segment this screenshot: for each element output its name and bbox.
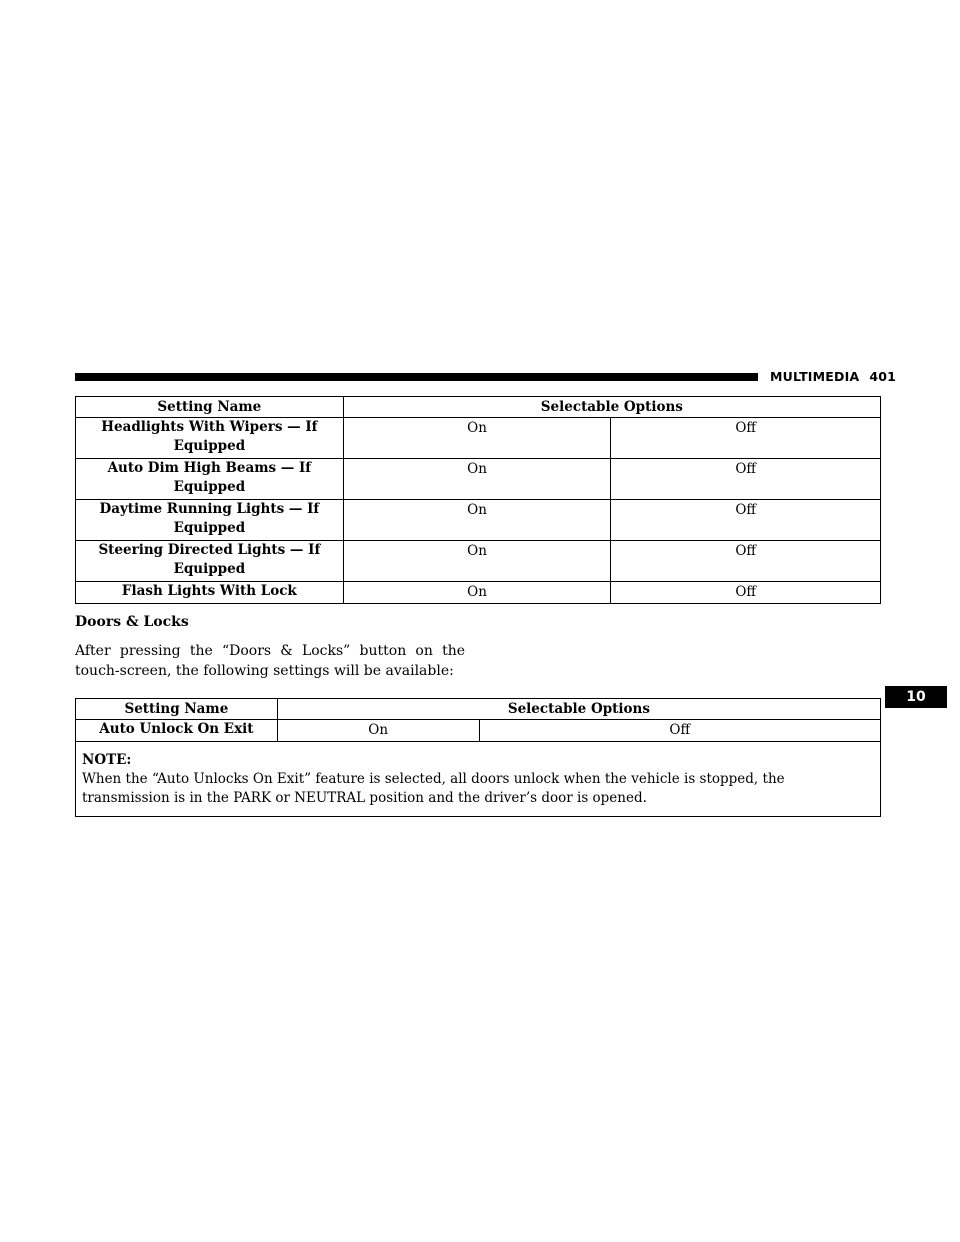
section-name: MULTIMEDIA	[770, 369, 860, 384]
setting-name: Flash Lights With Lock	[76, 582, 344, 604]
table-row	[76, 459, 881, 500]
note-cell	[76, 742, 881, 817]
section-heading: Doors & Locks	[75, 614, 189, 630]
option-off: Off	[611, 582, 881, 604]
setting-name: Auto Dim High Beams — If Equipped	[76, 459, 344, 500]
option-off: Off	[611, 541, 881, 582]
column-header-selectable-options: Selectable Options	[277, 699, 880, 720]
note-row	[76, 742, 881, 817]
header-rule	[75, 373, 758, 381]
setting-name: Headlights With Wipers — If Equipped	[76, 418, 344, 459]
body-paragraph: After pressing the “Doors & Locks” button on the touch-screen, the following settings will be available:	[75, 643, 465, 679]
option-off: Off	[479, 720, 880, 742]
chapter-tab: 10	[885, 686, 947, 708]
option-off: Off	[611, 459, 881, 500]
page-number: 401	[869, 369, 897, 384]
option-off: Off	[611, 418, 881, 459]
option-on: On	[343, 582, 611, 604]
table-row	[76, 582, 881, 604]
setting-name: Steering Directed Lights — If Equipped	[76, 541, 344, 582]
option-on: On	[343, 459, 611, 500]
note-text: When the “Auto Unlocks On Exit” feature is selected, all doors unlock when the vehicle is stopped, the transmission is in the PARK or NEUTRAL position and the driver’s door is opened.	[82, 771, 785, 806]
column-header-selectable-options: Selectable Options	[343, 397, 880, 418]
option-on: On	[277, 720, 479, 742]
setting-name: Daytime Running Lights — If Equipped	[76, 500, 344, 541]
running-header	[770, 369, 896, 384]
column-header-setting-name: Setting Name	[76, 397, 344, 418]
doors-locks-settings-table	[75, 698, 881, 817]
lighting-settings-table	[75, 396, 881, 604]
option-on: On	[343, 541, 611, 582]
note-label: NOTE:	[82, 752, 132, 768]
setting-name: Auto Unlock On Exit	[76, 720, 278, 742]
option-on: On	[343, 418, 611, 459]
table-row	[76, 720, 881, 742]
table-row	[76, 418, 881, 459]
table-row	[76, 500, 881, 541]
table-row	[76, 541, 881, 582]
option-on: On	[343, 500, 611, 541]
option-off: Off	[611, 500, 881, 541]
column-header-setting-name: Setting Name	[76, 699, 278, 720]
